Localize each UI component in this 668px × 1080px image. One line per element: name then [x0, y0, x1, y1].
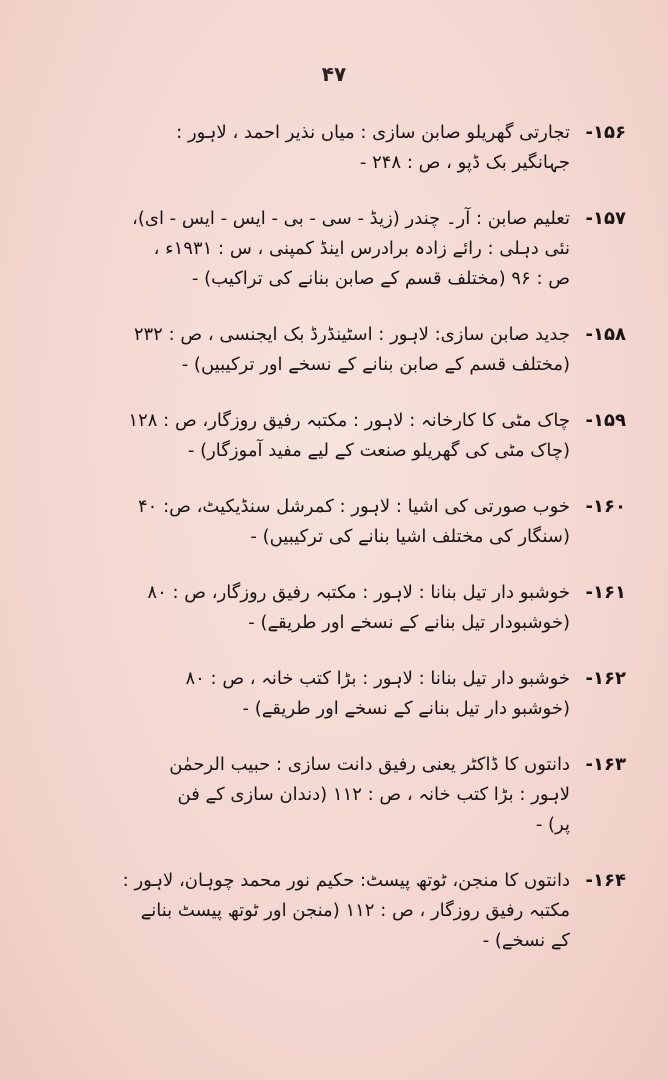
entry-line: لاہور : بڑا کتب خانہ ، ص : ۱۱۲ (دندان سازی کے فن [177, 784, 570, 805]
entry-line: نئی دہلی : رائے زادہ برادرس اینڈ کمپنی ، س : ۱۹۳۱ء ، [153, 238, 570, 259]
entry-line: دانتوں کا منجن، ٹوتھ پیسٹ: حکیم نور محمد چوہان، لاہور : [122, 870, 570, 891]
page-number: ۴۷ [321, 62, 347, 86]
bibliography-list [38, 118, 626, 982]
entry-text [38, 320, 570, 380]
entry-text [38, 578, 570, 638]
entry-line: مکتبہ رفیق روزگار ، ص : ۱۱۲ (منجن اور ٹوتھ پیسٹ بنانے [140, 900, 570, 921]
entry-line: (مختلف قسم کے صابن بنانے کے نسخے اور ترکیبیں) - [181, 354, 570, 375]
entry-number: ۱۶۴- [585, 870, 626, 891]
entry-line: جہانگیر بک ڈپو ، ص : ۲۴۸ - [359, 152, 570, 173]
bibliography-entry [38, 664, 626, 724]
entry-number: ۱۵۸- [585, 324, 626, 345]
entry-number: ۱۵۶- [585, 122, 626, 143]
entry-line: تعلیم صابن : آر۔ چندر (زیڈ - سی - بی - ایس - ایس - ای)، [132, 208, 570, 229]
bibliography-entry [38, 492, 626, 552]
entry-text [38, 750, 570, 840]
entry-number: ۱۶۳- [585, 754, 626, 775]
entry-line: ص : ۹۶ (مختلف قسم کے صابن بنانے کی تراکیب) - [191, 268, 570, 289]
entry-number: ۱۵۷- [585, 208, 626, 229]
entry-text [38, 866, 570, 956]
entry-line: چاک مٹی کا کارخانہ : لاہور : مکتبہ رفیق روزگار، ص : ۱۲۸ [128, 410, 570, 431]
entry-number: ۱۶۲- [585, 668, 626, 689]
entry-number: ۱۶۰- [585, 496, 626, 517]
bibliography-entry [38, 578, 626, 638]
bibliography-entry [38, 750, 626, 840]
bibliography-entry [38, 204, 626, 294]
entry-line: کے نسخے) - [482, 930, 570, 951]
entry-text [38, 406, 570, 466]
entry-number: ۱۵۹- [585, 410, 626, 431]
entry-line: (خوشبو دار تیل بنانے کے نسخے اور طریقے) - [242, 698, 570, 719]
entry-line: خوشبو دار تیل بنانا : لاہور : بڑا کتب خانہ ، ص : ۸۰ [185, 668, 570, 689]
entry-line: (چاک مٹی کی گھریلو صنعت کے لیے مفید آموزگار) - [187, 440, 570, 461]
entry-line: (سنگار کی مختلف اشیا بنانے کی ترکیبیں) - [250, 526, 570, 547]
bibliography-entry [38, 406, 626, 466]
entry-text [38, 118, 570, 178]
entry-line: (خوشبودار تیل بنانے کے نسخے اور طریقے) - [248, 612, 570, 633]
entry-number: ۱۶۱- [585, 582, 626, 603]
entry-line: خوب صورتی کی اشیا : لاہور : کمرشل سنڈیکیٹ، ص: ۴۰ [138, 496, 570, 517]
bibliography-entry [38, 320, 626, 380]
entry-line: تجارتی گھریلو صابن سازی : میاں نذیر احمد ، لاہور : [176, 122, 570, 143]
entry-line: جدید صابن سازی: لاہور : اسٹینڈرڈ بک ایجنسی ، ص : ۲۳۲ [133, 324, 570, 345]
entry-text [38, 204, 570, 294]
bibliography-entry [38, 866, 626, 956]
entry-line: خوشبو دار تیل بنانا : لاہور : مکتبہ رفیق روزگار، ص : ۸۰ [147, 582, 570, 603]
entry-text [38, 492, 570, 552]
entry-line: پر) - [535, 814, 570, 835]
bibliography-entry [38, 118, 626, 178]
entry-line: دانتوں کا ڈاکٹر یعنی رفیق دانت سازی : حبیب الرحمٰن [169, 754, 570, 775]
entry-text [38, 664, 570, 724]
